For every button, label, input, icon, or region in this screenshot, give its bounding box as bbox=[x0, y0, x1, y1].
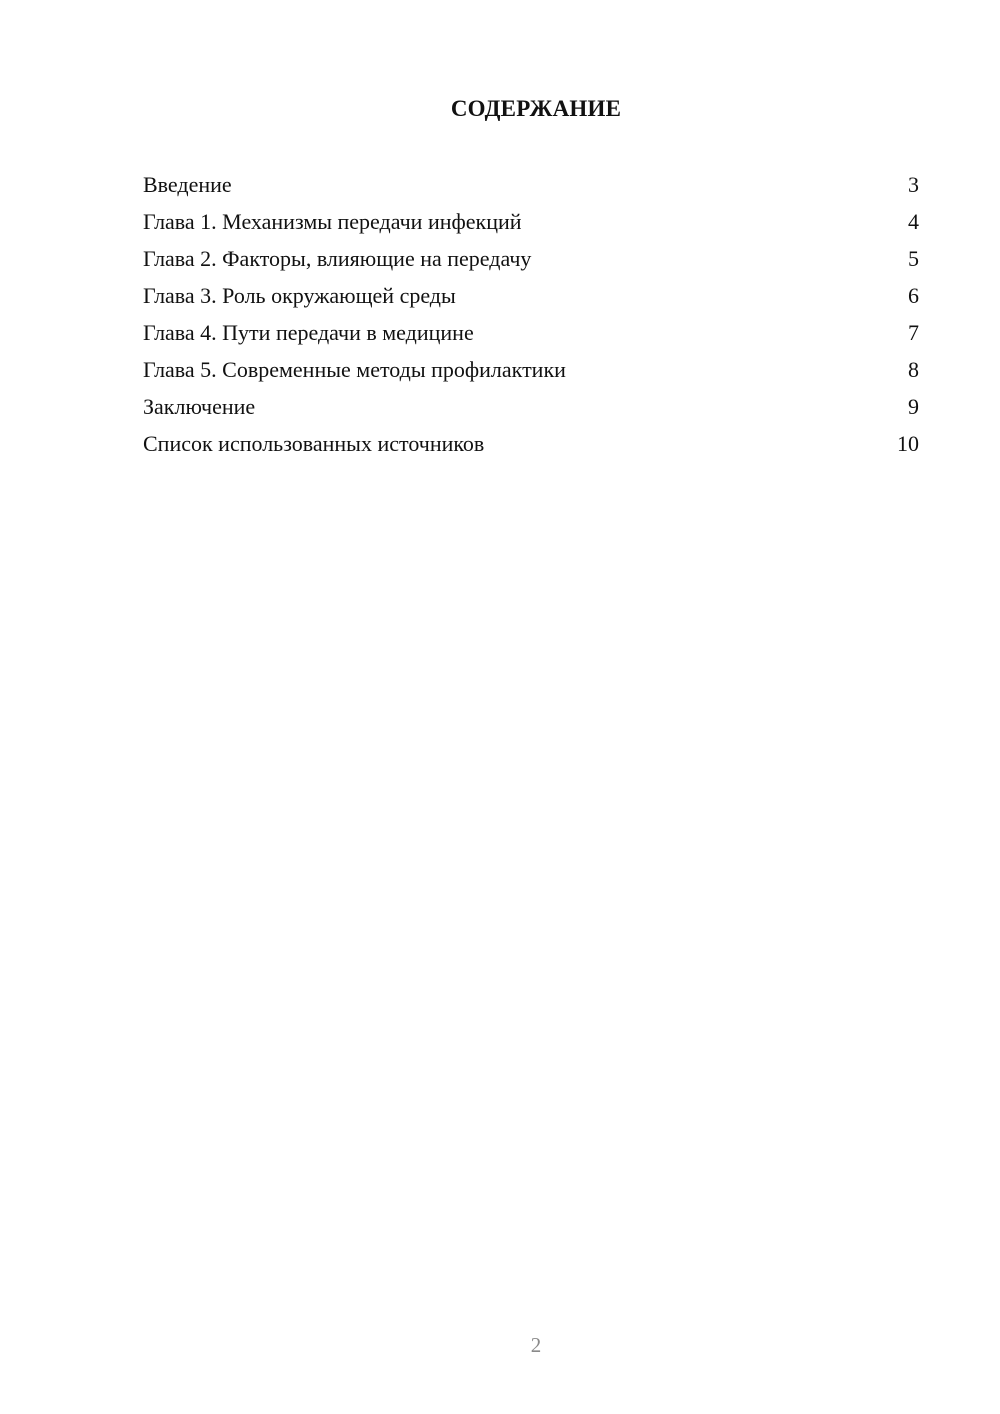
page-title: СОДЕРЖАНИЕ bbox=[450, 96, 622, 121]
page-number: 2 bbox=[530, 1333, 542, 1357]
toc-entry-label: Глава 5. Современные методы профилактики bbox=[143, 357, 566, 382]
toc-entry-chapter-3 bbox=[143, 281, 919, 318]
toc-entry-label: Глава 1. Механизмы передачи инфекций bbox=[143, 209, 522, 234]
toc-entry-label: Список использованных источников bbox=[143, 431, 485, 456]
toc-entry-chapter-1 bbox=[143, 207, 919, 244]
toc-entry-page: 10 bbox=[897, 431, 919, 456]
toc-entry-introduction bbox=[143, 170, 919, 207]
toc-entry-page: 7 bbox=[908, 320, 919, 345]
toc-entry-page: 8 bbox=[908, 357, 919, 382]
toc-entry-label: Заключение bbox=[143, 394, 256, 419]
toc-entry-chapter-4 bbox=[143, 318, 919, 355]
toc-entry-references bbox=[143, 429, 919, 466]
toc-entry-label: Введение bbox=[143, 172, 232, 197]
toc-entry-page: 3 bbox=[908, 172, 919, 197]
toc-entry-chapter-5 bbox=[143, 355, 919, 392]
toc-entry-page: 9 bbox=[908, 394, 919, 419]
toc-entry-label: Глава 2. Факторы, влияющие на передачу bbox=[143, 246, 532, 271]
toc-entry-label: Глава 4. Пути передачи в медицине bbox=[143, 320, 474, 345]
toc-entry-label: Глава 3. Роль окружающей среды bbox=[143, 283, 456, 308]
toc-entry-chapter-2 bbox=[143, 244, 919, 281]
toc-entry-page: 6 bbox=[908, 283, 919, 308]
toc-entry-page: 4 bbox=[908, 209, 919, 234]
toc-entry-conclusion bbox=[143, 392, 919, 429]
table-of-contents bbox=[143, 170, 919, 466]
toc-entry-page: 5 bbox=[908, 246, 919, 271]
